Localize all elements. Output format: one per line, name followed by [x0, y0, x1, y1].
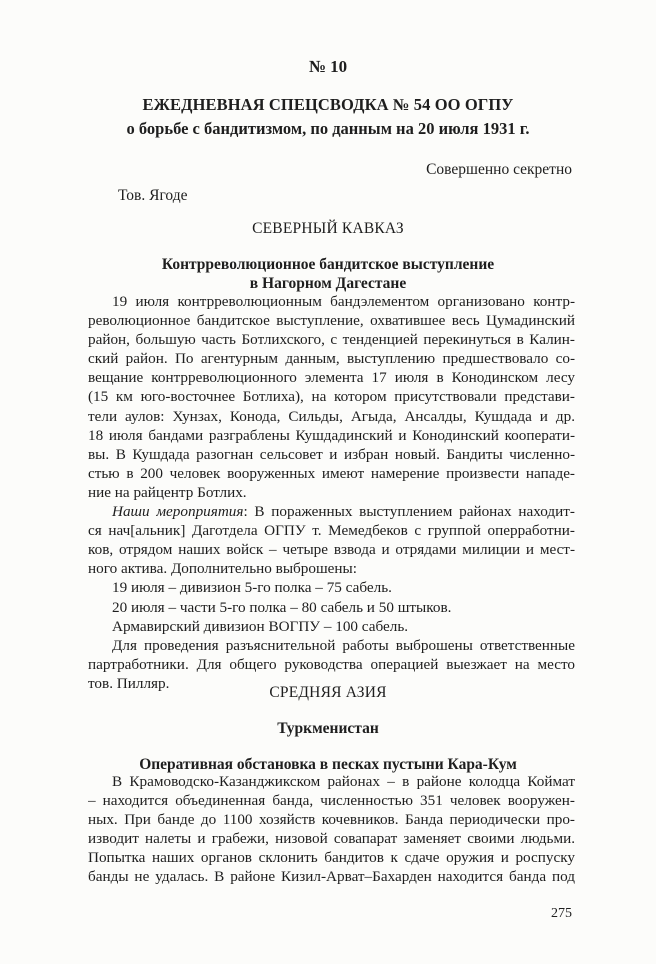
addressee: Тов. Ягоде — [118, 187, 188, 204]
text-line: ся нач[альник] Даготдела ОГПУ т. Мемедбеков с группой оперработни- — [88, 522, 575, 540]
text-line: (15 км юго-восточнее Ботлиха), на котором присутствовали представи- — [88, 388, 575, 406]
text-line: ние на райцентр Ботлих. — [88, 483, 247, 501]
text-line: Для проведения разъяснительной работы выброшены ответственные — [112, 636, 575, 654]
region-heading-north-caucasus: СЕВЕРНЫЙ КАВКАЗ — [252, 220, 404, 237]
text-line: революционное бандитское выступление, охватившее весь Цумадинский — [88, 312, 575, 330]
text-line: 19 июля контрреволюционным бандэлементом организовано контр- — [112, 293, 575, 310]
text-line: – находится объединенная банда, численностью 351 человек вооружен- — [88, 792, 575, 810]
text-line: вещание контрреволюционного элемента 17 июля в Конодинском лесу — [88, 369, 575, 387]
dispatch-item: 20 июля – части 5-го полка – 80 сабель и 50 штыков. — [112, 598, 452, 616]
text-line: ных. При банде до 1100 хозяйств кочевников. Банда периодически про- — [88, 811, 575, 829]
text-line: район, большую часть Ботлихского, с тенденцией перекинуться в Калин- — [88, 331, 575, 349]
document-number: № 10 — [308, 57, 348, 76]
measures-text: : В пораженных выступлением районах находит- — [243, 503, 575, 521]
region-heading-central-asia: СРЕДНЯЯ АЗИЯ — [269, 684, 387, 701]
text-line: банды не удалась. В районе Кизил-Арват–Бахарден находится банда под — [88, 868, 575, 886]
text-line: Попытка наших органов склонить бандитов к сдаче оружия и роспуску — [88, 849, 575, 867]
section-heading-karakum: Оперативная обстановка в песках пустыни Кара-Кум — [139, 756, 517, 773]
text-line: вы. В Кушдада разогнан сельсовет и избран новый. Бандиты численно- — [88, 445, 575, 463]
text-line: изводит налеты и грабежи, низовой совапарат заменяет своими людьми. — [88, 830, 575, 848]
dispatch-item: Армавирский дивизион ВОГПУ – 100 сабель. — [112, 617, 409, 635]
classification-mark: Совершенно секретно — [426, 161, 572, 178]
text-line: ский район. По агентурным данным, выступлению предшествовало со- — [88, 350, 575, 368]
measures-label: Наши мероприятия — [112, 503, 244, 521]
section-heading-line1: Контрреволюционное бандитское выступление — [161, 256, 495, 273]
text-line: партработники. Для общего руководства операцией выезжает на место — [88, 655, 575, 673]
text-line: В Крамоводско-Казанджикском районах – в районе колодца Коймат — [112, 773, 575, 790]
document-title: ЕЖЕДНЕВНАЯ СПЕЦСВОДКА № 54 ОО ОГПУ — [142, 95, 514, 114]
section-heading-line2: в Нагорном Дагестане — [249, 275, 407, 292]
subregion-heading: Туркменистан — [277, 720, 379, 737]
page-number: 275 — [551, 906, 572, 921]
text-line: стью в 200 человек вооруженных имеют намерение произвести нападе- — [88, 464, 575, 482]
dispatch-item: 19 июля – дивизион 5-го полка – 75 сабель. — [112, 579, 392, 597]
text-line: ного актива. Дополнительно выброшены: — [88, 560, 357, 578]
text-line: тов. Пилляр. — [88, 674, 170, 692]
paragraph-uprising — [88, 292, 575, 693]
text-line: 18 июля бандами разграблены Кушдадинский и Конодинский кооперати- — [88, 426, 575, 444]
text-line: ков, отрядом наших войск – четыре взвода и отрядами милиции и мест- — [88, 541, 575, 559]
document-subtitle: о борьбе с бандитизмом, по данным на 20 июля 1931 г. — [126, 119, 530, 138]
text-line: тели аулов: Хунзах, Конода, Сильды, Агыда, Ансалды, Кушдада и др. — [88, 407, 575, 425]
paragraph-karakum — [88, 772, 575, 887]
text-line-measures — [88, 502, 575, 521]
